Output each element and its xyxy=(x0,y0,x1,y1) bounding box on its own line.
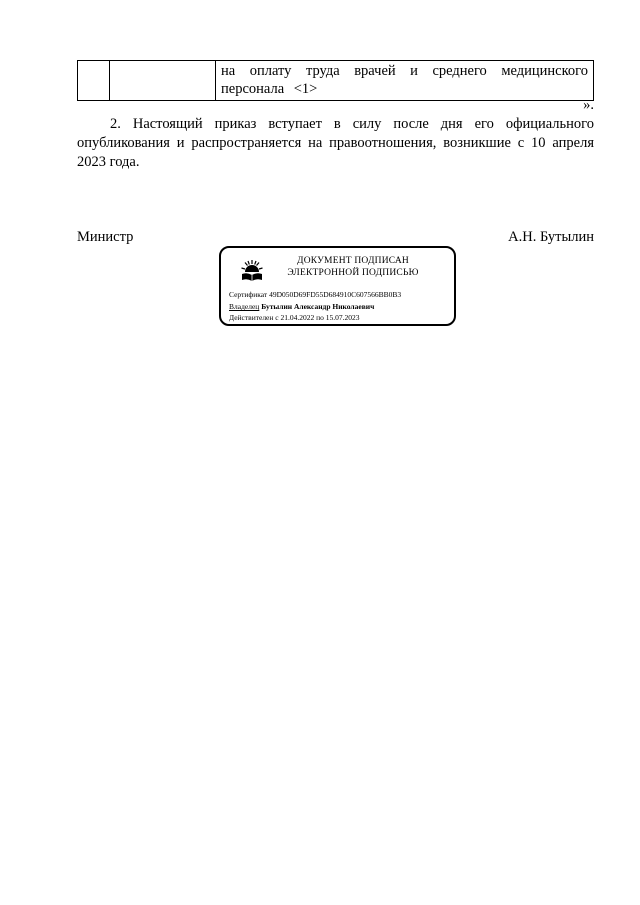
certificate-value: 49D050D69FD55D684910C607566BB0B3 xyxy=(269,290,402,299)
valid-to: 15.07.2023 xyxy=(325,313,360,322)
stamp-owner xyxy=(229,302,374,312)
paragraph-2: 2. Настоящий приказ вступает в силу после дня его официального опубликования и распространяется на правоотношения, возникшие с 10 апреля 2023 года. xyxy=(77,116,594,170)
stamp-certificate xyxy=(229,290,401,300)
valid-from: 21.04.2022 xyxy=(280,313,315,322)
signature-row xyxy=(77,228,594,246)
valid-from-prefix: с xyxy=(275,313,279,322)
stamp-title-line-1: ДОКУМЕНТ ПОДПИСАН xyxy=(297,256,409,266)
electronic-signature-stamp xyxy=(219,246,456,326)
table-cell-text: на оплату труда врачей и среднего медицинского персонала <1> xyxy=(221,63,588,97)
valid-label: Действителен xyxy=(229,313,274,322)
regional-emblem-icon xyxy=(239,258,265,284)
stamp-title xyxy=(273,255,433,279)
valid-to-prefix: по xyxy=(316,313,324,322)
stamp-title-line-2: ЭЛЕКТРОННОЙ ПОДПИСЬЮ xyxy=(287,268,419,278)
owner-label: Владелец xyxy=(229,302,260,311)
owner-value: Бутылин Александр Николаевич xyxy=(261,302,375,311)
table-cell-name xyxy=(110,61,216,101)
stamp-validity xyxy=(229,313,360,323)
signatory-name: А.Н. Бутылин xyxy=(508,229,594,245)
closing-quote: ». xyxy=(583,97,594,113)
table-cell-description xyxy=(216,61,594,101)
table-cell-number xyxy=(78,61,110,101)
table-fragment xyxy=(77,60,594,101)
table-row xyxy=(78,61,594,101)
certificate-label: Сертификат xyxy=(229,290,268,299)
signatory-position: Министр xyxy=(77,229,134,245)
